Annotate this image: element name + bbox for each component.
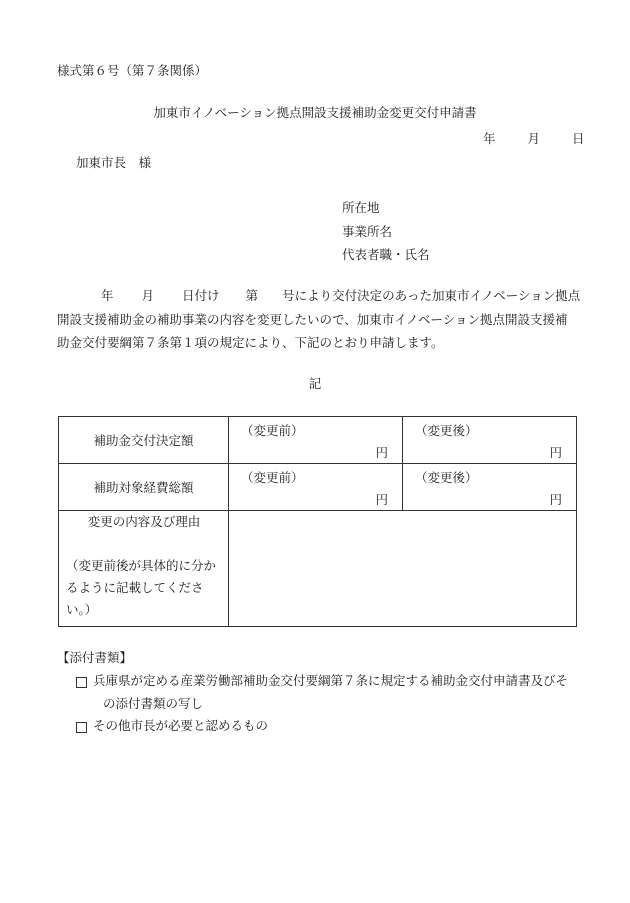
date-day: 日 — [572, 131, 585, 146]
attachment-item — [76, 718, 568, 741]
after-tag: （変更後） — [415, 470, 478, 485]
body-dated: 日付け — [182, 288, 220, 303]
reason-title: 変更の内容及び理由 — [87, 514, 201, 529]
body-line-1 — [57, 288, 592, 312]
reason-note-line: い。） — [66, 602, 98, 617]
grant-amount-label: 補助金交付決定額 — [59, 417, 229, 464]
yen-unit: 円 — [549, 445, 562, 460]
table-row — [59, 464, 577, 511]
addressee: 加東市長 様 — [76, 155, 152, 170]
after-tag: （変更後） — [415, 423, 478, 438]
applicant-block — [342, 200, 430, 271]
body-year: 年 — [101, 288, 114, 303]
yen-unit: 円 — [375, 445, 388, 460]
checkbox-icon[interactable] — [76, 722, 87, 733]
representative-label: 代表者職・氏名 — [342, 247, 430, 262]
reason-note-line: （変更前後が具体的に分か — [66, 558, 217, 573]
table-row — [59, 417, 577, 464]
document-title: 加東市イノベーション拠点開設支援補助金変更交付申請書 — [153, 105, 477, 120]
eligible-cost-before-field[interactable] — [229, 464, 403, 511]
change-table — [58, 416, 577, 627]
body-line-1-rest: 号により交付決定のあった加東市イノベーション拠点 — [282, 288, 581, 303]
body-line-2: 開設支援補助金の補助事業の内容を変更したいので、加東市イノベーション拠点開設支援補 — [57, 311, 568, 327]
form-number: 様式第６号（第７条関係） — [57, 63, 208, 78]
before-tag: （変更前） — [241, 470, 304, 485]
attachments-list — [76, 673, 568, 741]
date-year: 年 — [483, 131, 496, 146]
body-line-3: 助金交付要綱第７条第１項の規定により、下記のとおり申請します。 — [57, 335, 444, 350]
ki-marker: 記 — [308, 376, 322, 391]
request-body — [57, 288, 592, 359]
yen-unit: 円 — [375, 492, 388, 507]
yen-unit: 円 — [549, 492, 562, 507]
date-line — [483, 131, 585, 146]
checkbox-icon[interactable] — [76, 677, 87, 688]
attachment-text: 兵庫県が定める産業労働部補助金交付要綱第７条に規定する補助金交付申請書及びそ — [93, 673, 569, 688]
before-tag: （変更前） — [241, 423, 304, 438]
address-label: 所在地 — [342, 200, 380, 215]
body-month: 月 — [141, 288, 155, 303]
grant-amount-after-field[interactable] — [403, 417, 577, 464]
reason-input-field[interactable] — [229, 511, 577, 627]
attachments-heading: 【添付書類】 — [57, 650, 133, 665]
office-name-label: 事業所名 — [342, 223, 393, 239]
eligible-cost-after-field[interactable] — [403, 464, 577, 511]
reason-note-line: るように記載してくださ — [66, 580, 204, 595]
reason-label-cell — [59, 511, 229, 627]
attachment-text: その他市長が必要と認めるもの — [93, 718, 269, 733]
attachment-item — [76, 673, 568, 718]
body-no-prefix: 第 — [245, 288, 259, 303]
date-month: 月 — [527, 131, 541, 146]
grant-amount-before-field[interactable] — [229, 417, 403, 464]
attachment-text: の添付書類の写し — [103, 695, 204, 711]
table-row — [59, 511, 577, 627]
eligible-cost-label: 補助対象経費総額 — [59, 464, 229, 511]
